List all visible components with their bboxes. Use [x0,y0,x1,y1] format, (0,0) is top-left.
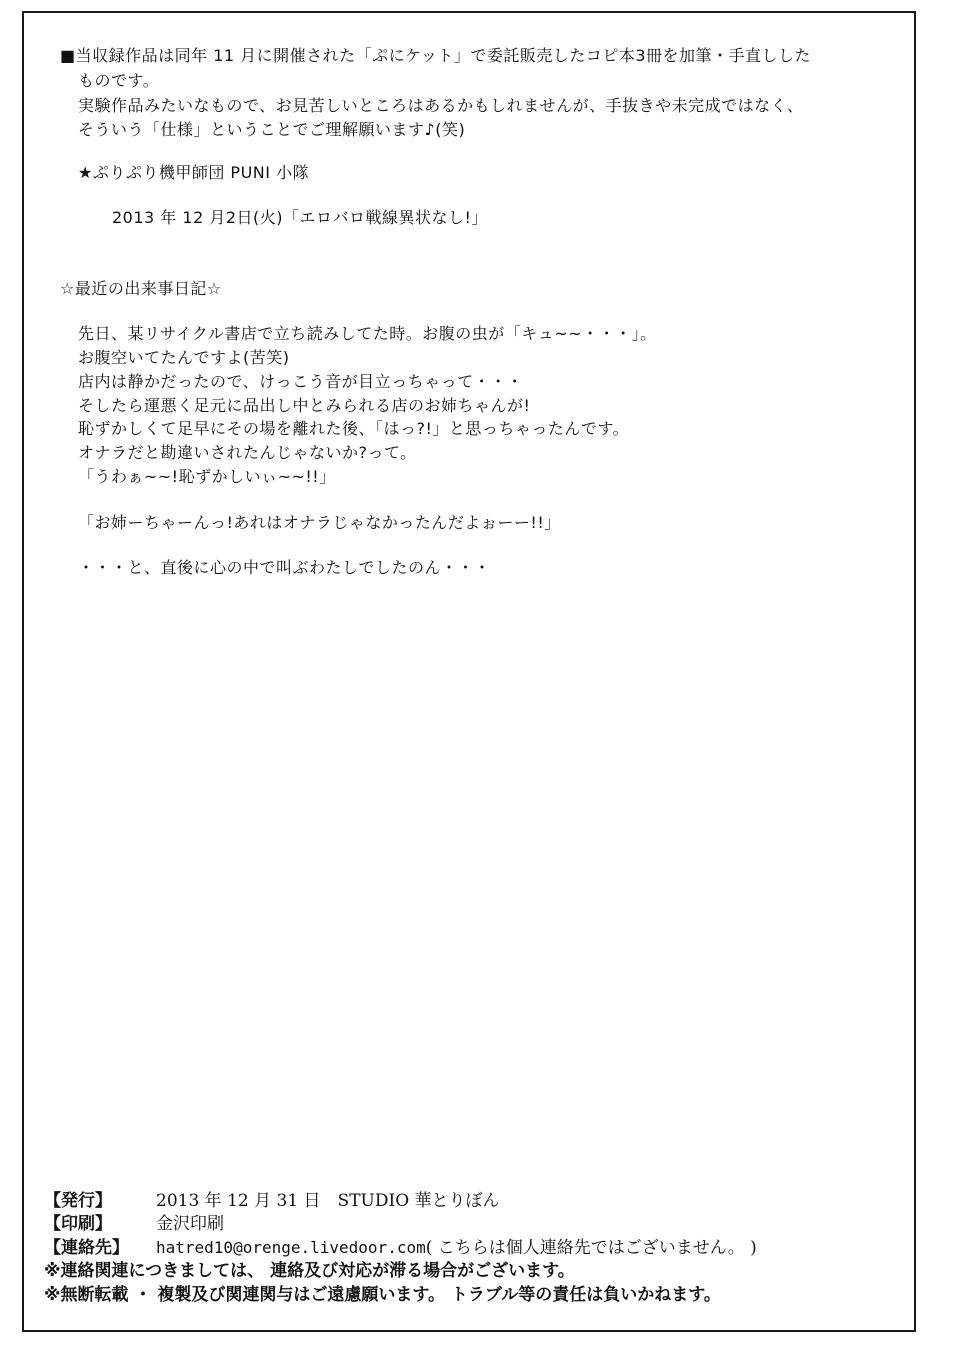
contact-key: 【連絡先】 [44,1238,129,1258]
diary-line-2: お腹空いてたんですよ(苦笑) [78,348,290,367]
contact-email: hatred10@orenge.livedoor.com [156,1238,426,1257]
diary-line-1: 先日、某リサイクル書店で立ち読みしてた時。お腹の虫が「キュ~~・・・」。 [78,324,657,343]
note-contact: ※連絡関連につきましては、 連絡及び対応が滞る場合がございます。 [44,1261,575,1281]
print-key: 【印刷】 [44,1214,112,1234]
diary-line-3: 店内は静かだったので、けっこう音が目立っちゃって・・・ [78,372,524,391]
signature: ★ぷりぷり機甲師団 PUNI 小隊 [78,163,310,182]
diary-heading: ☆最近の出来事日記☆ [60,279,222,298]
diary-line-4: そしたら運悪く足元に品出し中とみられる店のお姉ちゃんが! [78,396,531,415]
colophon-print [44,1213,224,1235]
diary-line-5: 恥ずかしくて足早にその場を離れた後、「はっ?!」と思っちゃったんです。 [78,419,630,438]
intro-line-4: そういう「仕様」ということでご理解願います♪(笑) [78,120,466,139]
diary-line-7: 「うわぁ~~!恥ずかしいぃ~~!!」 [78,467,336,486]
publish-key: 【発行】 [44,1191,112,1211]
intro-line-1: ■当収録作品は同年 11 月に開催された「ぷにケット」で委託販売したコピ本3冊を加筆・手直しした [60,46,812,65]
publish-value: 2013 年 12 月 31 日 STUDIO 華とりぼん [156,1191,500,1211]
diary-line-6: オナラだと勘違いされたんじゃないか?って。 [78,443,417,462]
date-line: 2013 年 12 月2日(火)「エロバロ戦線異状なし!」 [112,208,488,227]
print-value: 金沢印刷 [156,1214,224,1234]
diary-closing: ・・・と、直後に心の中で叫ぶわたしでしたのん・・・ [78,558,491,577]
intro-line-3: 実験作品みたいなもので、お見苦しいところはあるかもしれませんが、手抜きや未完成ではなく、 [78,96,804,115]
diary-shout: 「お姉ーちゃーんっ!あれはオナラじゃなかったんだよぉーー!!」 [78,513,561,532]
contact-note: ( こちらは個人連絡先ではございません。 ) [425,1238,757,1258]
colophon-publish [44,1190,500,1212]
intro-line-2: ものです。 [78,71,160,90]
note-copyright: ※無断転載 ・ 複製及び関連関与はご遠慮願います。 トラブル等の責任は負いかねます。 [44,1285,721,1305]
colophon-contact [44,1237,757,1259]
